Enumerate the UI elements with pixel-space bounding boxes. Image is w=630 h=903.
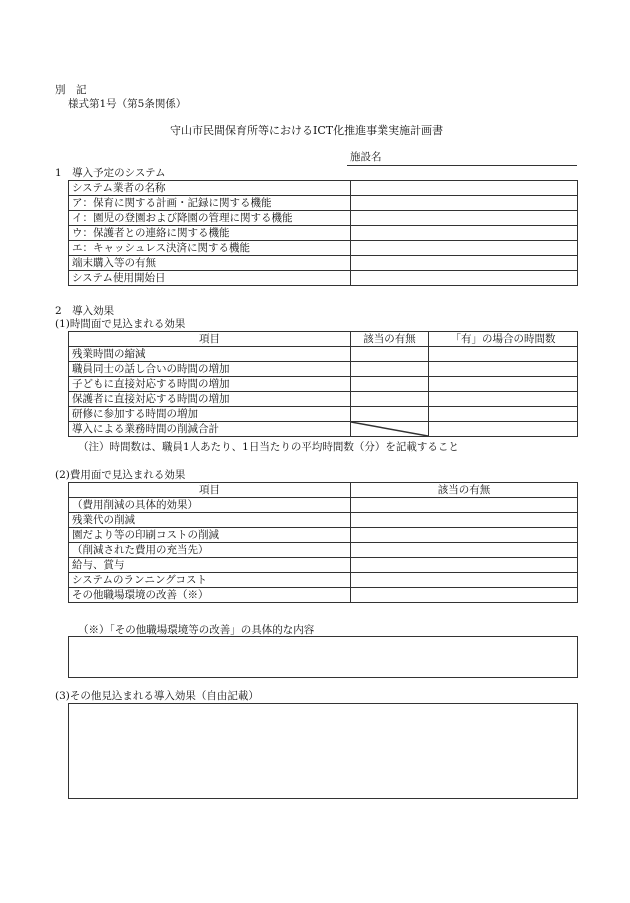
section2-1-heading: (1)時間面で見込まれる効果 (55, 318, 186, 330)
time-effect-table (68, 331, 578, 437)
row-label: ウ：保護者との連絡に関する機能 (69, 226, 351, 241)
table-row (69, 241, 578, 256)
applicable-cell[interactable] (351, 558, 578, 573)
facility-name-label: 施設名 (350, 151, 382, 163)
table-row (69, 558, 578, 573)
col-header-applicable: 該当の有無 (351, 483, 578, 498)
row-label: ア：保育に関する計画・記録に関する機能 (69, 196, 351, 211)
table-row (69, 196, 578, 211)
col-header-item: 項目 (69, 332, 351, 347)
col-header-item: 項目 (69, 483, 351, 498)
value-cell[interactable] (351, 196, 578, 211)
row-label: 保護者に直接対応する時間の増加 (69, 392, 351, 407)
row-label: 子どもに直接対応する時間の増加 (69, 377, 351, 392)
section2-3-heading: (3)その他見込まれる導入効果（自由記載） (55, 690, 259, 702)
table-row (69, 226, 578, 241)
applicable-cell[interactable] (351, 347, 429, 362)
applicable-cell[interactable] (351, 513, 578, 528)
applicable-cell[interactable] (351, 362, 429, 377)
row-label: 職員同士の話し合いの時間の増加 (69, 362, 351, 377)
col-header-applicable: 該当の有無 (351, 332, 429, 347)
disabled-cell (351, 422, 429, 437)
table-row (69, 422, 578, 437)
facility-name-line (347, 165, 577, 166)
section2-heading: 2 導入効果 (55, 305, 115, 317)
row-label: 残業代の削減 (69, 513, 351, 528)
table-row (69, 256, 578, 271)
other-improvement-textarea[interactable] (68, 636, 578, 678)
table-row (69, 211, 578, 226)
value-cell[interactable] (351, 241, 578, 256)
row-label: 端末購入等の有無 (69, 256, 351, 271)
form-number: 様式第1号（第5条関係） (68, 98, 187, 110)
table-row (69, 271, 578, 286)
applicable-cell[interactable] (351, 543, 578, 558)
applicable-cell[interactable] (351, 498, 578, 513)
hours-cell[interactable] (429, 362, 578, 377)
value-cell[interactable] (351, 256, 578, 271)
row-label: （費用削減の具体的効果） (69, 498, 351, 513)
system-table (68, 180, 578, 286)
hours-cell[interactable] (429, 422, 578, 437)
row-label: その他職場環境の改善（※） (69, 588, 351, 603)
row-label: システムのランニングコスト (69, 573, 351, 588)
col-header-hours: 「有」の場合の時間数 (429, 332, 578, 347)
section1-heading: 1 導入予定のシステム (55, 167, 166, 179)
table-row (69, 528, 578, 543)
table-row (69, 362, 578, 377)
row-label: 残業時間の縮減 (69, 347, 351, 362)
row-label: イ：園児の登園および降園の管理に関する機能 (69, 211, 351, 226)
annex-label: 別 記 (55, 84, 87, 96)
row-label: エ：キャッシュレス決済に関する機能 (69, 241, 351, 256)
document-title: 守山市民間保育所等におけるICT化推進事業実施計画書 (170, 124, 444, 137)
table-row (69, 407, 578, 422)
row-label: （削減された費用の充当先） (69, 543, 351, 558)
hours-cell[interactable] (429, 377, 578, 392)
applicable-cell[interactable] (351, 407, 429, 422)
applicable-cell[interactable] (351, 377, 429, 392)
applicable-cell[interactable] (351, 392, 429, 407)
hours-cell[interactable] (429, 392, 578, 407)
other-improvement-heading: （※）「その他職場環境等の改善」の具体的な内容 (78, 624, 315, 636)
value-cell[interactable] (351, 181, 578, 196)
table-row (69, 498, 578, 513)
time-note: （注）時間数は、職員1人あたり、1日当たりの平均時間数（分）を記載すること (78, 441, 459, 453)
value-cell[interactable] (351, 271, 578, 286)
table-row (69, 392, 578, 407)
table-row (69, 377, 578, 392)
row-label: システム業者の名称 (69, 181, 351, 196)
row-label: 園だより等の印刷コストの削減 (69, 528, 351, 543)
row-label: 給与、賞与 (69, 558, 351, 573)
table-row (69, 347, 578, 362)
section2-2-heading: (2)費用面で見込まれる効果 (55, 469, 186, 481)
hours-cell[interactable] (429, 407, 578, 422)
table-header-row (69, 483, 578, 498)
hours-cell[interactable] (429, 347, 578, 362)
value-cell[interactable] (351, 226, 578, 241)
table-row (69, 513, 578, 528)
table-row (69, 543, 578, 558)
diagonal-strike (351, 422, 428, 436)
table-row (69, 181, 578, 196)
free-description-textarea[interactable] (68, 703, 578, 799)
cost-effect-table (68, 482, 578, 603)
row-label: システム使用開始日 (69, 271, 351, 286)
row-label: 研修に参加する時間の増加 (69, 407, 351, 422)
applicable-cell[interactable] (351, 573, 578, 588)
applicable-cell[interactable] (351, 528, 578, 543)
table-row (69, 588, 578, 603)
table-row (69, 573, 578, 588)
row-label: 導入による業務時間の削減合計 (69, 422, 351, 437)
value-cell[interactable] (351, 211, 578, 226)
table-header-row (69, 332, 578, 347)
applicable-cell[interactable] (351, 588, 578, 603)
